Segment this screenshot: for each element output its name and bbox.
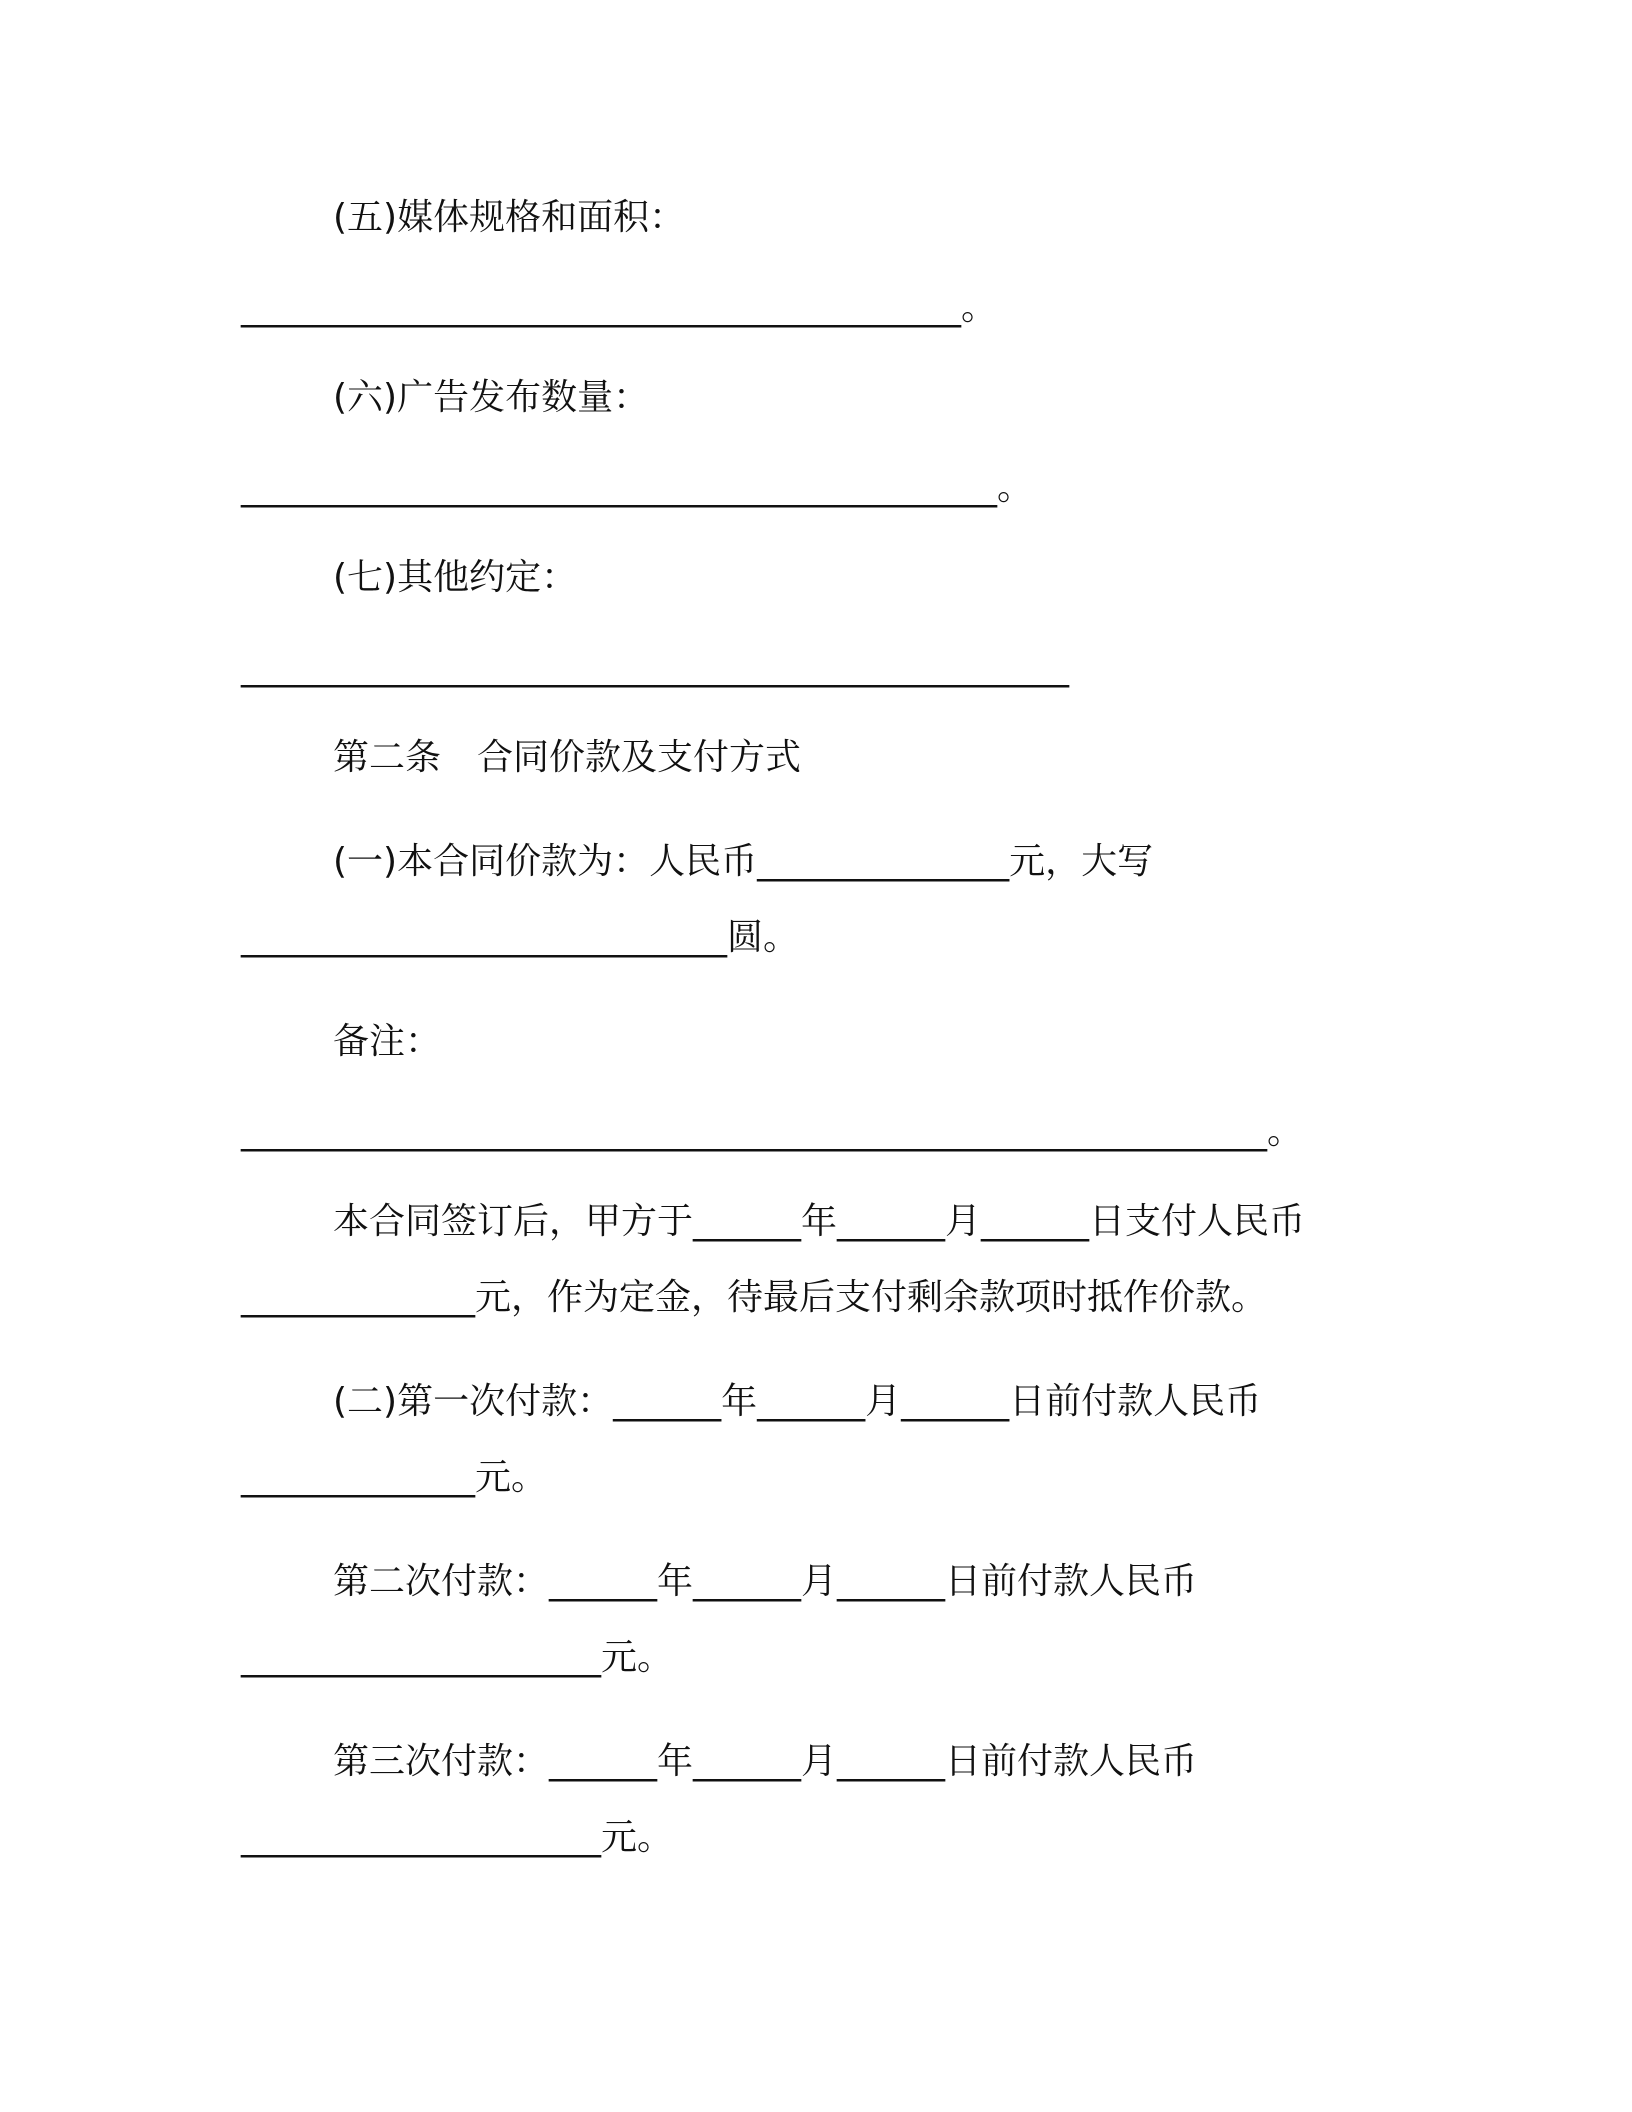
article-2-heading: 第二条 合同价款及支付方式 [333,737,802,778]
second-payment-amount-line: ____________________元。 [241,1637,674,1678]
first-payment-line: (二)第一次付款：______年______月______日前付款人民币 [333,1381,1262,1422]
clause-5-blank-line: ________________________________________。 [241,287,997,328]
contract-price-line: (一)本合同价款为：人民币______________元，大写 [333,841,1154,882]
deposit-line-1: 本合同签订后，甲方于______年______月______日支付人民币 [333,1201,1306,1242]
clause-6-ad-quantity-label: (六)广告发布数量： [333,377,650,418]
remarks-label: 备注： [333,1021,442,1062]
contract-price-uppercase-line: ___________________________圆。 [241,917,799,958]
deposit-line-2: _____________元，作为定金，待最后支付剩余款项时抵作价款。 [241,1277,1268,1318]
clause-5-media-spec-label: (五)媒体规格和面积： [333,197,686,238]
second-payment-line: 第二次付款：______年______月______日前付款人民币 [333,1561,1198,1602]
third-payment-line: 第三次付款：______年______月______日前付款人民币 [333,1741,1198,1782]
remarks-blank-line: _________________________________________________________。 [241,1111,1303,1152]
clause-7-other-agreements-label: (七)其他约定： [333,557,578,598]
clause-7-blank-line: ______________________________________________ [241,647,1069,688]
first-payment-amount-line: _____________元。 [241,1457,548,1498]
third-payment-amount-line: ____________________元。 [241,1817,674,1858]
clause-6-blank-line: __________________________________________。 [241,467,1033,508]
